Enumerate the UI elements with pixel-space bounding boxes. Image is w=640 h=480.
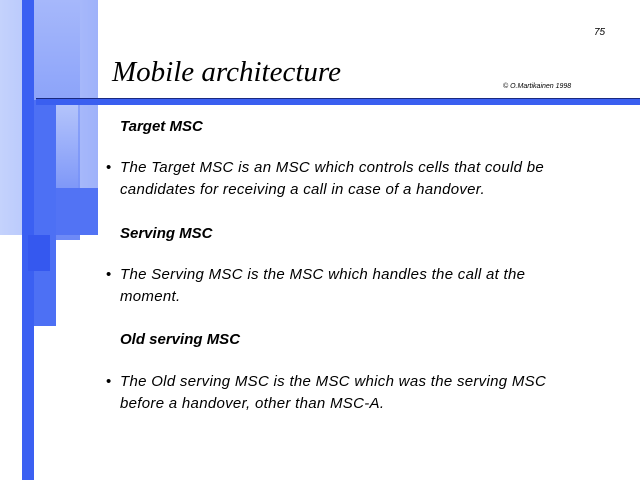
- section-text-target-msc: The Target MSC is an MSC which controls cells that could be candidates for receiving a call in case of a handover.: [120, 159, 544, 198]
- slide-title: Mobile architecture: [112, 56, 341, 88]
- copyright-notice: © O.Martikainen 1998: [503, 83, 572, 90]
- bullet-marker: •: [106, 159, 112, 176]
- section-text-old-serving-msc: The Old serving MSC is the MSC which was the serving MSC before a handover, other than MSC-A.: [120, 373, 547, 412]
- page-number: 75: [594, 27, 606, 38]
- bullet-marker: •: [106, 373, 112, 390]
- decorative-bar-column-3: [28, 235, 50, 271]
- section-heading-target-msc: Target MSC: [120, 118, 203, 135]
- decorative-bar-deep: [56, 188, 98, 235]
- section-heading-old-serving-msc: Old serving MSC: [120, 331, 241, 348]
- bullet-marker: •: [106, 266, 112, 283]
- decorative-bar-column-2: [34, 100, 56, 326]
- section-text-serving-msc: The Serving MSC is the MSC which handles the call at the moment.: [120, 266, 526, 305]
- section-heading-serving-msc: Serving MSC: [120, 225, 213, 242]
- title-underline: [36, 98, 640, 105]
